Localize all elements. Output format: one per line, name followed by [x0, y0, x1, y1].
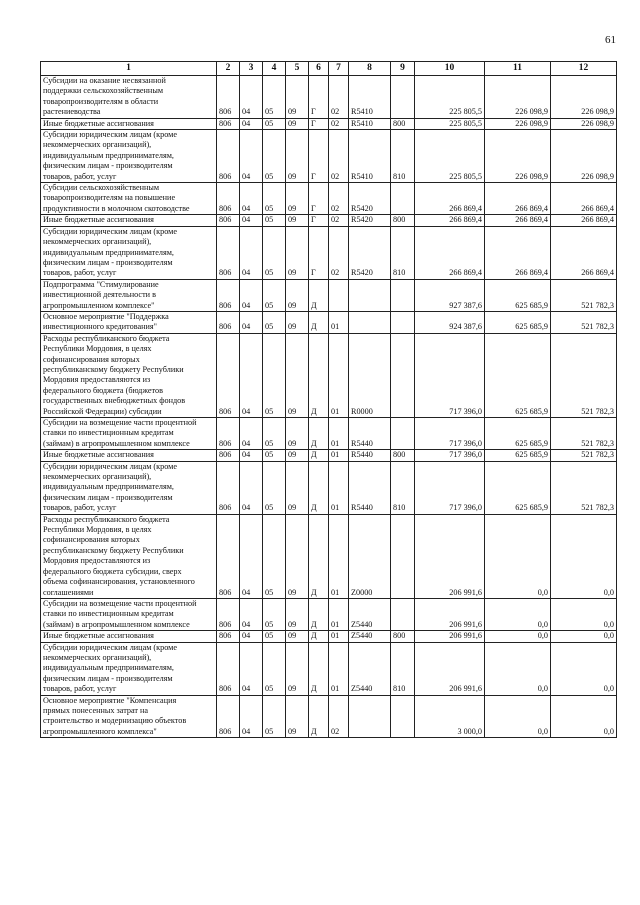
subsection-code-cell: 05	[263, 642, 286, 695]
subprogram-code-cell: Д	[309, 695, 329, 738]
row-name-cell: Основное мероприятие "Поддержка инвестиционного кредитования"	[41, 311, 217, 333]
amount-year3-cell: 0,0	[551, 598, 617, 630]
amount-year1-cell: 266 869,4	[415, 226, 485, 279]
row-name-cell: Расходы республиканского бюджета Республики Мордовия, в целях софинансирования которых республиканскому бюджету Республики Мордовия предоставляются из федерального бюджета (бюджетов государственных внебюджетных фондов Российской Федерации) субсидии	[41, 333, 217, 417]
row-name-cell: Субсидии на оказание несвязанной поддержки сельскохозяйственным товаропроизводителям в области растениеводства	[41, 76, 217, 119]
amount-year3-cell: 226 098,9	[551, 118, 617, 129]
activity-code-cell: 02	[329, 76, 349, 119]
table-row	[41, 76, 617, 119]
target-code-cell: Z0000	[349, 514, 391, 598]
subprogram-code-cell: Д	[309, 514, 329, 598]
activity-code-cell: 02	[329, 215, 349, 226]
subsection-code-cell: 05	[263, 76, 286, 119]
activity-code-cell: 01	[329, 514, 349, 598]
section-code-cell: 04	[240, 130, 263, 183]
amount-year2-cell: 0,0	[485, 631, 551, 642]
expense-type-cell	[391, 279, 415, 311]
section-code-cell: 04	[240, 450, 263, 461]
amount-year3-cell: 0,0	[551, 642, 617, 695]
ministry-code-cell: 806	[217, 279, 240, 311]
column-header: 10	[415, 62, 485, 76]
subsection-code-cell: 05	[263, 118, 286, 129]
expense-type-cell	[391, 598, 415, 630]
ministry-code-cell: 806	[217, 226, 240, 279]
ministry-code-cell: 806	[217, 450, 240, 461]
amount-year3-cell: 521 782,3	[551, 279, 617, 311]
amount-year2-cell: 226 098,9	[485, 130, 551, 183]
target-code-cell: Z5440	[349, 631, 391, 642]
section-code-cell: 04	[240, 279, 263, 311]
page-number: 61	[605, 34, 616, 46]
target-code-cell	[349, 695, 391, 738]
table-row	[41, 642, 617, 695]
program-code-cell: 09	[286, 598, 309, 630]
table-header-row	[41, 62, 617, 76]
amount-year3-cell: 0,0	[551, 514, 617, 598]
amount-year3-cell: 521 782,3	[551, 333, 617, 417]
row-name-cell: Субсидии сельскохозяйственным товаропроизводителям на повышение продуктивности в молочном скотоводстве	[41, 183, 217, 215]
ministry-code-cell: 806	[217, 76, 240, 119]
expense-type-cell: 810	[391, 226, 415, 279]
ministry-code-cell: 806	[217, 631, 240, 642]
amount-year1-cell: 225 805,5	[415, 130, 485, 183]
program-code-cell: 09	[286, 226, 309, 279]
row-name-cell: Субсидии юридическим лицам (кроме некоммерческих организаций), индивидуальным предпринимателям, физическим лицам - производителям товаров, работ, услуг	[41, 642, 217, 695]
program-code-cell: 09	[286, 514, 309, 598]
expense-type-cell: 810	[391, 130, 415, 183]
column-header: 7	[329, 62, 349, 76]
column-header: 8	[349, 62, 391, 76]
amount-year1-cell: 717 396,0	[415, 461, 485, 514]
amount-year1-cell: 717 396,0	[415, 418, 485, 450]
expense-type-cell: 800	[391, 215, 415, 226]
table-body	[41, 76, 617, 738]
ministry-code-cell: 806	[217, 215, 240, 226]
expense-type-cell	[391, 418, 415, 450]
program-code-cell: 09	[286, 118, 309, 129]
expense-type-cell	[391, 333, 415, 417]
section-code-cell: 04	[240, 76, 263, 119]
activity-code-cell: 01	[329, 642, 349, 695]
target-code-cell: R5440	[349, 461, 391, 514]
row-name-cell: Субсидии юридическим лицам (кроме некоммерческих организаций), индивидуальным предпринимателям, физическим лицам - производителям товаров, работ, услуг	[41, 130, 217, 183]
ministry-code-cell: 806	[217, 598, 240, 630]
activity-code-cell: 02	[329, 183, 349, 215]
amount-year1-cell: 206 991,6	[415, 642, 485, 695]
amount-year2-cell: 266 869,4	[485, 226, 551, 279]
amount-year2-cell: 0,0	[485, 695, 551, 738]
row-name-cell: Иные бюджетные ассигнования	[41, 118, 217, 129]
subprogram-code-cell: Г	[309, 183, 329, 215]
amount-year1-cell: 225 805,5	[415, 118, 485, 129]
target-code-cell: R5440	[349, 450, 391, 461]
expense-type-cell: 810	[391, 642, 415, 695]
section-code-cell: 04	[240, 695, 263, 738]
column-header: 12	[551, 62, 617, 76]
table-row	[41, 183, 617, 215]
section-code-cell: 04	[240, 333, 263, 417]
row-name-cell: Иные бюджетные ассигнования	[41, 631, 217, 642]
amount-year1-cell: 225 805,5	[415, 76, 485, 119]
section-code-cell: 04	[240, 311, 263, 333]
column-header: 6	[309, 62, 329, 76]
amount-year1-cell: 927 387,6	[415, 279, 485, 311]
target-code-cell	[349, 279, 391, 311]
table-row	[41, 450, 617, 461]
expense-type-cell	[391, 76, 415, 119]
amount-year2-cell: 625 685,9	[485, 461, 551, 514]
amount-year2-cell: 625 685,9	[485, 311, 551, 333]
amount-year3-cell: 521 782,3	[551, 311, 617, 333]
amount-year1-cell: 717 396,0	[415, 450, 485, 461]
subsection-code-cell: 05	[263, 631, 286, 642]
amount-year3-cell: 226 098,9	[551, 76, 617, 119]
amount-year1-cell: 266 869,4	[415, 183, 485, 215]
amount-year3-cell: 266 869,4	[551, 226, 617, 279]
amount-year2-cell: 0,0	[485, 514, 551, 598]
subsection-code-cell: 05	[263, 598, 286, 630]
amount-year2-cell: 625 685,9	[485, 450, 551, 461]
table-row	[41, 514, 617, 598]
amount-year3-cell: 521 782,3	[551, 461, 617, 514]
program-code-cell: 09	[286, 695, 309, 738]
section-code-cell: 04	[240, 598, 263, 630]
subprogram-code-cell: Д	[309, 598, 329, 630]
table-row	[41, 311, 617, 333]
amount-year3-cell: 266 869,4	[551, 215, 617, 226]
activity-code-cell: 01	[329, 461, 349, 514]
target-code-cell: R5440	[349, 418, 391, 450]
amount-year1-cell: 717 396,0	[415, 333, 485, 417]
expense-type-cell	[391, 183, 415, 215]
table-row	[41, 279, 617, 311]
row-name-cell: Подпрограмма "Стимулирование инвестиционной деятельности в агропромышленном комплексе"	[41, 279, 217, 311]
subprogram-code-cell: Г	[309, 215, 329, 226]
ministry-code-cell: 806	[217, 118, 240, 129]
column-header: 11	[485, 62, 551, 76]
subsection-code-cell: 05	[263, 333, 286, 417]
activity-code-cell: 02	[329, 695, 349, 738]
amount-year1-cell: 206 991,6	[415, 631, 485, 642]
amount-year3-cell: 266 869,4	[551, 183, 617, 215]
column-header: 4	[263, 62, 286, 76]
activity-code-cell: 01	[329, 311, 349, 333]
program-code-cell: 09	[286, 183, 309, 215]
target-code-cell	[349, 311, 391, 333]
amount-year1-cell: 3 000,0	[415, 695, 485, 738]
section-code-cell: 04	[240, 514, 263, 598]
subsection-code-cell: 05	[263, 514, 286, 598]
target-code-cell: Z5440	[349, 642, 391, 695]
activity-code-cell: 01	[329, 418, 349, 450]
activity-code-cell	[329, 279, 349, 311]
subprogram-code-cell: Г	[309, 226, 329, 279]
expense-type-cell	[391, 695, 415, 738]
target-code-cell: R5410	[349, 118, 391, 129]
program-code-cell: 09	[286, 279, 309, 311]
subsection-code-cell: 05	[263, 461, 286, 514]
section-code-cell: 04	[240, 461, 263, 514]
amount-year2-cell: 625 685,9	[485, 418, 551, 450]
activity-code-cell: 02	[329, 130, 349, 183]
program-code-cell: 09	[286, 631, 309, 642]
amount-year2-cell: 625 685,9	[485, 333, 551, 417]
amount-year1-cell: 206 991,6	[415, 514, 485, 598]
row-name-cell: Субсидии юридическим лицам (кроме некоммерческих организаций), индивидуальным предпринимателям, физическим лицам - производителям товаров, работ, услуг	[41, 226, 217, 279]
subsection-code-cell: 05	[263, 215, 286, 226]
program-code-cell: 09	[286, 418, 309, 450]
activity-code-cell: 01	[329, 631, 349, 642]
target-code-cell: R5420	[349, 215, 391, 226]
target-code-cell: R5420	[349, 183, 391, 215]
table-row	[41, 130, 617, 183]
section-code-cell: 04	[240, 118, 263, 129]
ministry-code-cell: 806	[217, 333, 240, 417]
target-code-cell: R5410	[349, 76, 391, 119]
ministry-code-cell: 806	[217, 130, 240, 183]
ministry-code-cell: 806	[217, 461, 240, 514]
ministry-code-cell: 806	[217, 642, 240, 695]
activity-code-cell: 01	[329, 333, 349, 417]
subprogram-code-cell: Д	[309, 461, 329, 514]
amount-year1-cell: 266 869,4	[415, 215, 485, 226]
section-code-cell: 04	[240, 183, 263, 215]
subprogram-code-cell: Д	[309, 333, 329, 417]
subprogram-code-cell: Д	[309, 642, 329, 695]
target-code-cell: Z5440	[349, 598, 391, 630]
section-code-cell: 04	[240, 642, 263, 695]
amount-year2-cell: 266 869,4	[485, 215, 551, 226]
subsection-code-cell: 05	[263, 130, 286, 183]
program-code-cell: 09	[286, 333, 309, 417]
table-row	[41, 333, 617, 417]
table-row	[41, 118, 617, 129]
section-code-cell: 04	[240, 215, 263, 226]
column-header: 2	[217, 62, 240, 76]
expense-type-cell: 800	[391, 631, 415, 642]
expense-type-cell: 800	[391, 118, 415, 129]
program-code-cell: 09	[286, 215, 309, 226]
amount-year2-cell: 226 098,9	[485, 76, 551, 119]
budget-table	[40, 61, 617, 738]
row-name-cell: Основное мероприятие "Компенсация прямых понесенных затрат на строительство и модернизацию объектов агропромышленного комплекса"	[41, 695, 217, 738]
column-header: 5	[286, 62, 309, 76]
row-name-cell: Субсидии на возмещение части процентной ставки по инвестиционным кредитам (займам) в агропромышленном комплексе	[41, 418, 217, 450]
program-code-cell: 09	[286, 450, 309, 461]
subprogram-code-cell: Д	[309, 450, 329, 461]
table-row	[41, 461, 617, 514]
program-code-cell: 09	[286, 130, 309, 183]
amount-year3-cell: 0,0	[551, 695, 617, 738]
ministry-code-cell: 806	[217, 418, 240, 450]
table-row	[41, 695, 617, 738]
activity-code-cell: 01	[329, 450, 349, 461]
target-code-cell: R0000	[349, 333, 391, 417]
amount-year2-cell: 0,0	[485, 598, 551, 630]
ministry-code-cell: 806	[217, 311, 240, 333]
amount-year3-cell: 226 098,9	[551, 130, 617, 183]
amount-year1-cell: 924 387,6	[415, 311, 485, 333]
program-code-cell: 09	[286, 311, 309, 333]
subsection-code-cell: 05	[263, 226, 286, 279]
subprogram-code-cell: Д	[309, 418, 329, 450]
activity-code-cell: 02	[329, 118, 349, 129]
target-code-cell: R5420	[349, 226, 391, 279]
subprogram-code-cell: Г	[309, 130, 329, 183]
table-row	[41, 598, 617, 630]
subsection-code-cell: 05	[263, 695, 286, 738]
row-name-cell: Расходы республиканского бюджета Республики Мордовия, в целях софинансирования которых республиканскому бюджету Республики Мордовия предоставляются из федерального бюджета субсидии, сверх объема софинансирования, установленного соглашениями	[41, 514, 217, 598]
subprogram-code-cell: Д	[309, 279, 329, 311]
activity-code-cell: 01	[329, 598, 349, 630]
column-header: 9	[391, 62, 415, 76]
column-header: 1	[41, 62, 217, 76]
ministry-code-cell: 806	[217, 183, 240, 215]
row-name-cell: Иные бюджетные ассигнования	[41, 215, 217, 226]
expense-type-cell: 810	[391, 461, 415, 514]
expense-type-cell: 800	[391, 450, 415, 461]
activity-code-cell: 02	[329, 226, 349, 279]
amount-year3-cell: 0,0	[551, 631, 617, 642]
section-code-cell: 04	[240, 226, 263, 279]
table-row	[41, 418, 617, 450]
ministry-code-cell: 806	[217, 695, 240, 738]
section-code-cell: 04	[240, 631, 263, 642]
amount-year2-cell: 0,0	[485, 642, 551, 695]
row-name-cell: Субсидии юридическим лицам (кроме некоммерческих организаций), индивидуальным предпринимателям, физическим лицам - производителям товаров, работ, услуг	[41, 461, 217, 514]
amount-year2-cell: 625 685,9	[485, 279, 551, 311]
subsection-code-cell: 05	[263, 450, 286, 461]
row-name-cell: Иные бюджетные ассигнования	[41, 450, 217, 461]
subsection-code-cell: 05	[263, 418, 286, 450]
program-code-cell: 09	[286, 642, 309, 695]
amount-year2-cell: 266 869,4	[485, 183, 551, 215]
row-name-cell: Субсидии на возмещение части процентной ставки по инвестиционным кредитам (займам) в агропромышленном комплексе	[41, 598, 217, 630]
subsection-code-cell: 05	[263, 279, 286, 311]
amount-year2-cell: 226 098,9	[485, 118, 551, 129]
program-code-cell: 09	[286, 76, 309, 119]
section-code-cell: 04	[240, 418, 263, 450]
ministry-code-cell: 806	[217, 514, 240, 598]
subprogram-code-cell: Д	[309, 311, 329, 333]
program-code-cell: 09	[286, 461, 309, 514]
column-header: 3	[240, 62, 263, 76]
subsection-code-cell: 05	[263, 183, 286, 215]
amount-year3-cell: 521 782,3	[551, 450, 617, 461]
table-row	[41, 631, 617, 642]
table-row	[41, 215, 617, 226]
table-row	[41, 226, 617, 279]
target-code-cell: R5410	[349, 130, 391, 183]
subprogram-code-cell: Д	[309, 631, 329, 642]
expense-type-cell	[391, 514, 415, 598]
subprogram-code-cell: Г	[309, 118, 329, 129]
subsection-code-cell: 05	[263, 311, 286, 333]
expense-type-cell	[391, 311, 415, 333]
subprogram-code-cell: Г	[309, 76, 329, 119]
amount-year3-cell: 521 782,3	[551, 418, 617, 450]
amount-year1-cell: 206 991,6	[415, 598, 485, 630]
